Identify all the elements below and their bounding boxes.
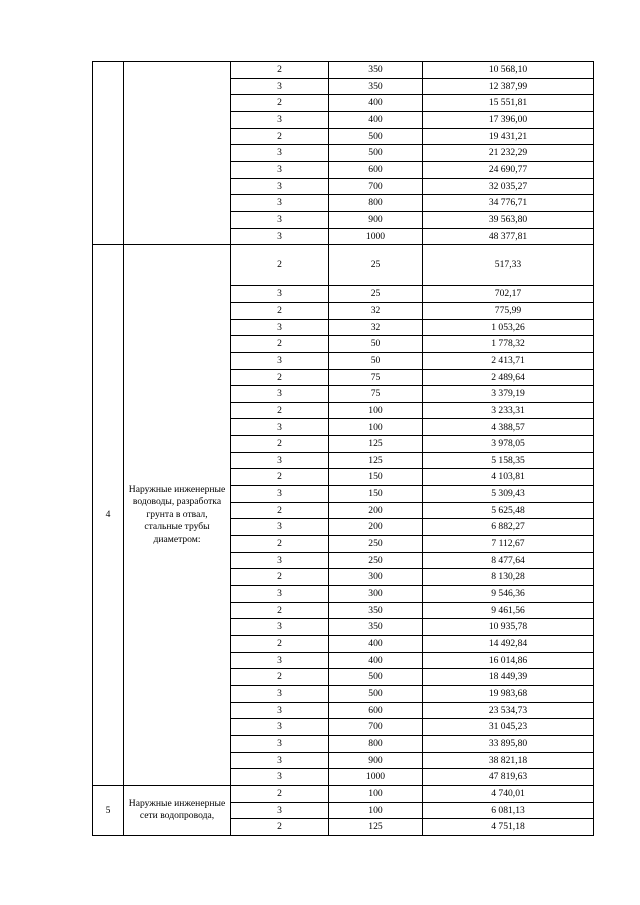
- category-cell: 2: [231, 636, 329, 653]
- diameter-cell: 350: [329, 62, 423, 79]
- category-cell: 2: [231, 819, 329, 836]
- diameter-cell: 200: [329, 519, 423, 536]
- category-cell: 3: [231, 352, 329, 369]
- price-cell: 5 158,35: [423, 452, 594, 469]
- category-cell: 3: [231, 419, 329, 436]
- category-cell: 2: [231, 128, 329, 145]
- price-cell: 34 776,71: [423, 195, 594, 212]
- diameter-cell: 150: [329, 469, 423, 486]
- category-cell: 2: [231, 669, 329, 686]
- diameter-cell: 300: [329, 569, 423, 586]
- price-cell: 33 895,80: [423, 735, 594, 752]
- category-cell: 2: [231, 369, 329, 386]
- diameter-cell: 125: [329, 819, 423, 836]
- price-cell: 23 534,73: [423, 702, 594, 719]
- category-cell: 3: [231, 685, 329, 702]
- diameter-cell: 250: [329, 552, 423, 569]
- diameter-cell: 600: [329, 161, 423, 178]
- price-cell: 5 309,43: [423, 486, 594, 503]
- price-cell: 10 935,78: [423, 619, 594, 636]
- diameter-cell: 50: [329, 352, 423, 369]
- category-cell: 2: [231, 62, 329, 79]
- section-number: [93, 62, 124, 245]
- diameter-cell: 700: [329, 178, 423, 195]
- diameter-cell: 75: [329, 386, 423, 403]
- category-cell: 3: [231, 286, 329, 303]
- price-cell: 7 112,67: [423, 536, 594, 553]
- section-description: [124, 62, 231, 245]
- table-body: [93, 62, 594, 836]
- price-cell: 9 461,56: [423, 602, 594, 619]
- price-cell: 8 477,64: [423, 552, 594, 569]
- category-cell: 2: [231, 402, 329, 419]
- category-cell: 2: [231, 436, 329, 453]
- price-cell: 1 053,26: [423, 319, 594, 336]
- diameter-cell: 32: [329, 319, 423, 336]
- category-cell: 3: [231, 319, 329, 336]
- category-cell: 2: [231, 95, 329, 112]
- diameter-cell: 350: [329, 619, 423, 636]
- diameter-cell: 900: [329, 752, 423, 769]
- diameter-cell: 250: [329, 536, 423, 553]
- section-number: 5: [93, 785, 124, 835]
- diameter-cell: 300: [329, 586, 423, 603]
- price-cell: 3 233,31: [423, 402, 594, 419]
- price-cell: 775,99: [423, 302, 594, 319]
- diameter-cell: 32: [329, 302, 423, 319]
- category-cell: 3: [231, 145, 329, 162]
- diameter-cell: 900: [329, 211, 423, 228]
- category-cell: 2: [231, 469, 329, 486]
- price-cell: 17 396,00: [423, 111, 594, 128]
- category-cell: 3: [231, 752, 329, 769]
- price-cell: 38 821,18: [423, 752, 594, 769]
- category-cell: 2: [231, 536, 329, 553]
- category-cell: 2: [231, 336, 329, 353]
- diameter-cell: 100: [329, 802, 423, 819]
- category-cell: 3: [231, 211, 329, 228]
- price-cell: 15 551,81: [423, 95, 594, 112]
- category-cell: 2: [231, 502, 329, 519]
- category-cell: 2: [231, 302, 329, 319]
- category-cell: 3: [231, 702, 329, 719]
- diameter-cell: 25: [329, 245, 423, 286]
- category-cell: 3: [231, 111, 329, 128]
- category-cell: 3: [231, 719, 329, 736]
- category-cell: 3: [231, 78, 329, 95]
- diameter-cell: 125: [329, 436, 423, 453]
- price-cell: 4 103,81: [423, 469, 594, 486]
- price-cell: 1 778,32: [423, 336, 594, 353]
- category-cell: 2: [231, 569, 329, 586]
- price-table: [92, 61, 594, 836]
- price-cell: 517,33: [423, 245, 594, 286]
- price-cell: 10 568,10: [423, 62, 594, 79]
- diameter-cell: 400: [329, 95, 423, 112]
- diameter-cell: 75: [329, 369, 423, 386]
- category-cell: 3: [231, 195, 329, 212]
- diameter-cell: 500: [329, 145, 423, 162]
- diameter-cell: 100: [329, 419, 423, 436]
- category-cell: 3: [231, 486, 329, 503]
- table-row: [93, 785, 594, 802]
- price-cell: 2 489,64: [423, 369, 594, 386]
- category-cell: 3: [231, 178, 329, 195]
- price-cell: 32 035,27: [423, 178, 594, 195]
- diameter-cell: 50: [329, 336, 423, 353]
- category-cell: 3: [231, 552, 329, 569]
- category-cell: 3: [231, 652, 329, 669]
- price-cell: 19 983,68: [423, 685, 594, 702]
- category-cell: 2: [231, 602, 329, 619]
- diameter-cell: 350: [329, 78, 423, 95]
- category-cell: 3: [231, 519, 329, 536]
- diameter-cell: 25: [329, 286, 423, 303]
- diameter-cell: 700: [329, 719, 423, 736]
- diameter-cell: 400: [329, 111, 423, 128]
- price-cell: 6 882,27: [423, 519, 594, 536]
- table-row: [93, 245, 594, 286]
- price-cell: 14 492,84: [423, 636, 594, 653]
- price-cell: 702,17: [423, 286, 594, 303]
- category-cell: 3: [231, 586, 329, 603]
- diameter-cell: 500: [329, 669, 423, 686]
- diameter-cell: 100: [329, 402, 423, 419]
- price-cell: 4 740,01: [423, 785, 594, 802]
- category-cell: 3: [231, 735, 329, 752]
- price-cell: 47 819,63: [423, 769, 594, 786]
- price-cell: 3 978,05: [423, 436, 594, 453]
- price-cell: 24 690,77: [423, 161, 594, 178]
- price-cell: 12 387,99: [423, 78, 594, 95]
- category-cell: 2: [231, 245, 329, 286]
- category-cell: 3: [231, 228, 329, 245]
- diameter-cell: 1000: [329, 228, 423, 245]
- diameter-cell: 350: [329, 602, 423, 619]
- price-cell: 8 130,28: [423, 569, 594, 586]
- diameter-cell: 500: [329, 128, 423, 145]
- price-cell: 31 045,23: [423, 719, 594, 736]
- diameter-cell: 400: [329, 636, 423, 653]
- price-cell: 39 563,80: [423, 211, 594, 228]
- diameter-cell: 200: [329, 502, 423, 519]
- price-cell: 19 431,21: [423, 128, 594, 145]
- diameter-cell: 600: [329, 702, 423, 719]
- diameter-cell: 150: [329, 486, 423, 503]
- diameter-cell: 400: [329, 652, 423, 669]
- diameter-cell: 800: [329, 735, 423, 752]
- price-cell: 9 546,36: [423, 586, 594, 603]
- price-cell: 4 388,57: [423, 419, 594, 436]
- price-cell: 48 377,81: [423, 228, 594, 245]
- diameter-cell: 1000: [329, 769, 423, 786]
- price-cell: 2 413,71: [423, 352, 594, 369]
- category-cell: 3: [231, 386, 329, 403]
- category-cell: 3: [231, 802, 329, 819]
- section-number: 4: [93, 245, 124, 786]
- price-cell: 6 081,13: [423, 802, 594, 819]
- category-cell: 3: [231, 161, 329, 178]
- category-cell: 3: [231, 619, 329, 636]
- diameter-cell: 800: [329, 195, 423, 212]
- price-cell: 18 449,39: [423, 669, 594, 686]
- diameter-cell: 125: [329, 452, 423, 469]
- price-cell: 16 014,86: [423, 652, 594, 669]
- diameter-cell: 100: [329, 785, 423, 802]
- price-cell: 4 751,18: [423, 819, 594, 836]
- category-cell: 3: [231, 452, 329, 469]
- section-description: Наружные инженерные сети водопровода,: [124, 785, 231, 835]
- category-cell: 2: [231, 785, 329, 802]
- diameter-cell: 500: [329, 685, 423, 702]
- section-description: Наружные инженерные водоводы, разработка грунта в отвал, стальные трубы диаметром:: [124, 245, 231, 786]
- price-cell: 21 232,29: [423, 145, 594, 162]
- category-cell: 3: [231, 769, 329, 786]
- table-row: [93, 62, 594, 79]
- price-cell: 3 379,19: [423, 386, 594, 403]
- price-cell: 5 625,48: [423, 502, 594, 519]
